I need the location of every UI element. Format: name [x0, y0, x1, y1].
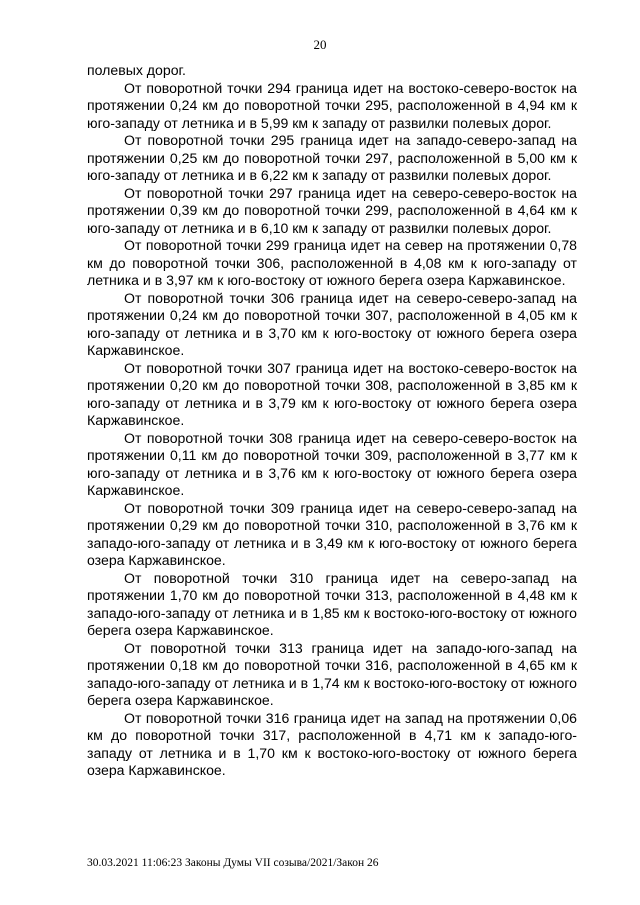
paragraph-point-294: От поворотной точки 294 граница идет на востоко-северо-восток на протяжении 0,24 км до поворотной точки 295, расположенной в 4,94 км к юго-западу от летника и в 5,99 км к западу от развилки полевых дорог.	[87, 79, 577, 131]
paragraph-point-310: От поворотной точки 310 граница идет на северо-запад на протяжении 1,70 км до поворотной точки 313, расположенной в 4,48 км к западо-юго-западу от летника и в 1,85 км к востоко-юго-востоку от южного берега озера Каржавинское.	[87, 569, 577, 638]
paragraph-continuation: полевых дорог.	[87, 62, 186, 78]
paragraph-point-299: От поворотной точки 299 граница идет на север на протяжении 0,78 км до поворотной точки 306, расположенной в 4,08 км к юго-западу от летника и в 3,97 км к юго-востоку от южного берега озера Каржавинское.	[87, 237, 577, 288]
paragraph-point-308: От поворотной точки 308 граница идет на северо-северо-восток на протяжении 0,11 км до поворотной точки 309, расположенной в 3,77 км к юго-западу от летника и в 3,76 км к юго-востоку от южного берега озера Каржавинское.	[87, 429, 577, 498]
paragraph-point-313: От поворотной точки 313 граница идет на западо-юго-запад на протяжении 0,18 км до поворотной точки 316, расположенной в 4,65 км к западо-юго-западу от летника и в 1,74 км к востоко-юго-востоку от южного берега озера Каржавинское.	[87, 639, 577, 708]
paragraph-point-295: От поворотной точки 295 граница идет на западо-северо-запад на протяжении 0,25 км до поворотной точки 297, расположенной в 5,00 км к юго-западу от летника и в 6,22 км к западу от развилки полевых дорог.	[87, 132, 577, 183]
paragraph-point-297: От поворотной точки 297 граница идет на северо-северо-восток на протяжении 0,39 км до поворотной точки 299, расположенной в 4,64 км к юго-западу от летника и в 6,10 км к западу от развилки полевых дорог.	[87, 184, 577, 236]
paragraph-point-307: От поворотной точки 307 граница идет на востоко-северо-восток на протяжении 0,20 км до поворотной точки 308, расположенной в 3,85 км к юго-западу от летника и в 3,79 км к юго-востоку от южного берега озера Каржавинское.	[87, 359, 577, 428]
document-footer: 30.03.2021 11:06:23 Законы Думы VII созыва/2021/Закон 26	[87, 857, 379, 869]
page-number: 20	[313, 37, 327, 52]
paragraph-point-316: От поворотной точки 316 граница идет на запад на протяжении 0,06 км до поворотной точки 317, расположенной в 4,71 км к западо-юго-западу от летника и в 1,70 км к востоко-юго-востоку от южного берега озера Каржавинское.	[87, 709, 577, 778]
paragraph-point-309: От поворотной точки 309 граница идет на северо-северо-запад на протяжении 0,29 км до поворотной точки 310, расположенной в 3,76 км к западо-юго-западу от летника и в 3,49 км к юго-востоку от южного берега озера Каржавинское.	[87, 499, 577, 568]
paragraph-point-306: От поворотной точки 306 граница идет на северо-северо-запад на протяжении 0,24 км до поворотной точки 307, расположенной в 4,05 км к юго-западу от летника и в 3,70 км к юго-востоку от южного берега озера Каржавинское.	[87, 289, 577, 358]
document-body	[87, 62, 577, 780]
